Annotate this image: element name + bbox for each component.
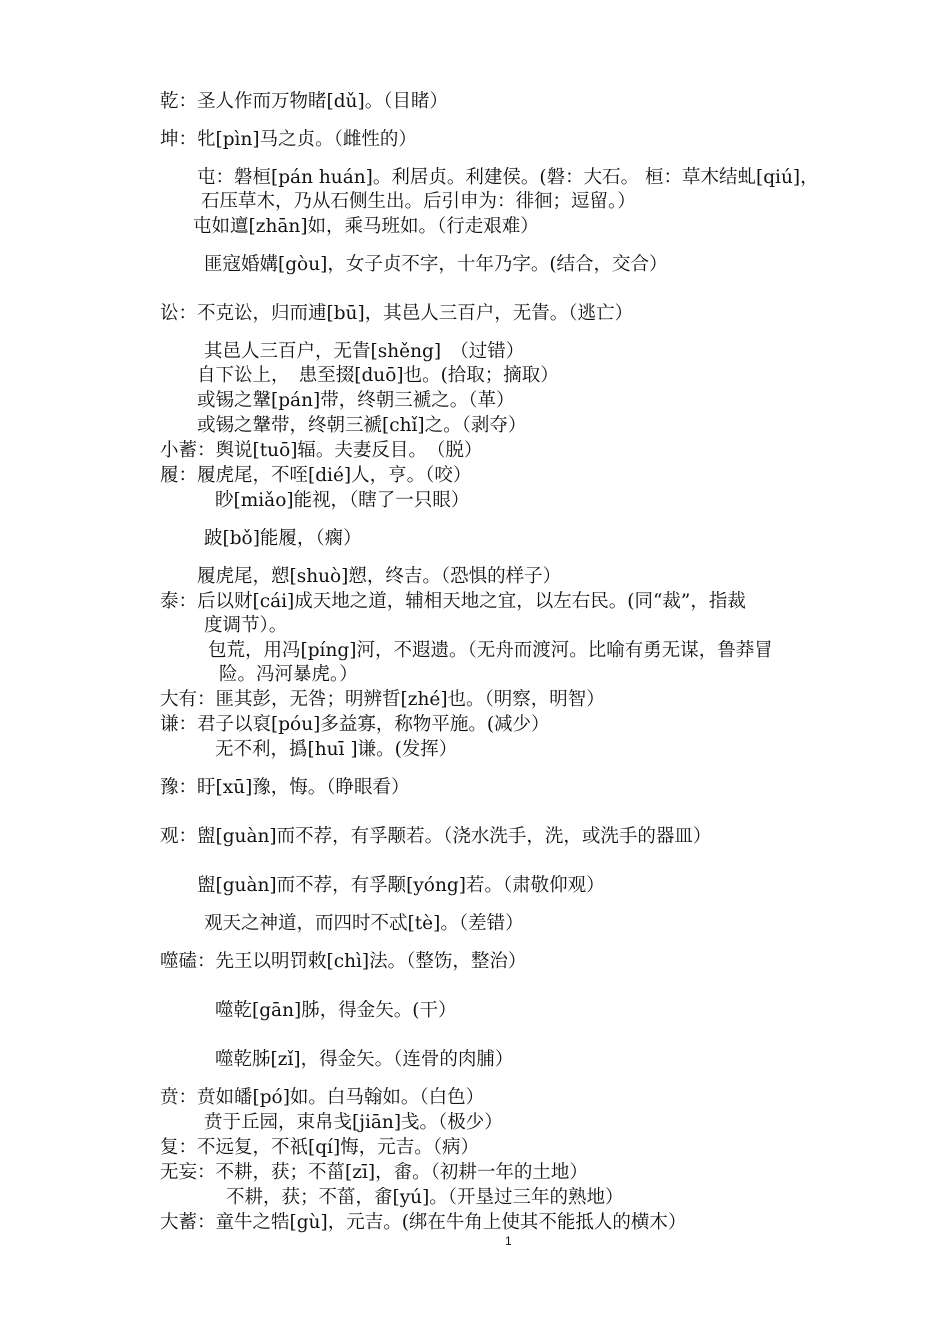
text-line: 谦：君子以裒[póu]多益寡，称物平施。(减少） [160,714,550,735]
text-line: 噬乾胏[zǐ]，得金矢。（连骨的肉脯） [215,1049,514,1070]
text-line: 其邑人三百户，无眚[shěng] （过错） [204,341,525,362]
text-line: 乾：圣人作而万物睹[dǔ]。（目睹） [160,91,448,112]
text-line: 观天之神道，而四时不忒[tè]。（差错） [204,913,524,934]
text-line: 豫：盱[xū]豫，悔。（睁眼看） [160,777,410,798]
text-line: 眇[miǎo]能视，（瞎了一只眼） [215,490,470,511]
text-line: 匪寇婚媾[gòu]，女子贞不字，十年乃字。(结合，交合） [204,254,668,275]
text-line: 包荒，用冯[píng]河，不遐遗。（无舟而渡河。比喻有勇无谋，鲁莽冒 [208,640,773,661]
text-line: 不耕，获；不菑，畬[yú]。（开垦过三年的熟地） [226,1187,624,1208]
text-line: 观：盥[guàn]而不荐，有孚颙若。（浇水洗手，洗，或洗手的器皿） [160,826,712,847]
page-number: 1 [505,1234,512,1248]
text-line: 履：履虎尾，不咥[dié]人，亨。（咬） [160,465,472,486]
text-line: 无妄：不耕，获；不菑[zī]，畬。（初耕一年的土地） [160,1162,588,1183]
text-line: 或锡之鞶[pán]带，终朝三褫之。（革） [197,390,515,411]
text-line: 噬磕：先王以明罚敕[chì]法。（整饬，整治） [160,951,527,972]
text-line: 石压草木，乃从石侧生出。后引申为：徘徊；逗留。） [201,191,636,212]
text-line: 屯如邅[zhān]如，乘马班如。（行走艰难） [193,216,539,237]
text-line: 险。冯河暴虎。） [219,664,358,685]
text-line: 大蓄：童牛之牿[gù]，元吉。(绑在牛角上使其不能抵人的横木） [160,1212,687,1233]
text-line: 屯：磐桓[pán huán]。利居贞。利建侯。(磐：大石。 桓：草木结虬[qiú]， [197,167,819,188]
text-line: 跛[bǒ]能履，（瘸） [204,528,362,549]
text-line: 贲于丘园，束帛戋[jiān]戋。（极少） [204,1112,503,1133]
text-line: 大有：匪其彭，无咎；明辨晢[zhé]也。（明察，明智） [160,689,605,710]
text-line: 讼：不克讼，归而逋[bū]，其邑人三百户，无眚。（逃亡） [160,303,633,324]
text-line: 无不利，撝[huī ]谦。(发挥） [215,739,458,760]
text-line: 盥[guàn]而不荐，有孚颙[yóng]若。（肃敬仰观） [197,875,605,896]
text-line: 复：不远复，不祇[qí]悔，元吉。（病） [160,1137,479,1158]
text-line: 噬乾[gān]胏，得金矢。(干） [215,1000,457,1021]
text-line: 贲：贲如皤[pó]如。白马翰如。（白色） [160,1087,485,1108]
text-line: 履虎尾，愬[shuò]愬，终吉。（恐惧的样子） [197,566,562,587]
text-line: 坤：牝[pìn]马之贞。（雌性的） [160,129,417,150]
text-line: 泰：后以财[cái]成天地之道，辅相天地之宜，以左右民。(同“裁”，指裁 [160,591,746,612]
text-line: 小蓄：舆说[tuō]辐。夫妻反目。 （脱） [160,440,483,461]
text-line: 自下讼上， 患至掇[duō]也。(拾取；摘取） [197,365,559,386]
text-line: 度调节）。 [204,615,288,636]
text-line: 或锡之鞶带，终朝三褫[chǐ]之。（剥夺） [197,415,527,436]
